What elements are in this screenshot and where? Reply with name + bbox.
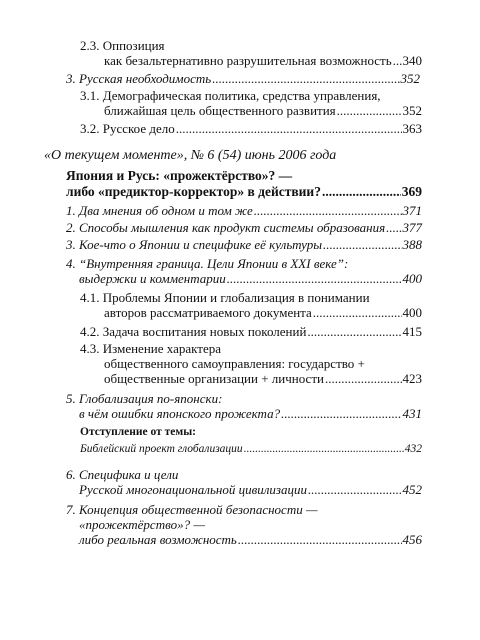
leader-dots xyxy=(313,305,402,320)
leader-dots xyxy=(323,237,401,252)
toc-page-number: 352 xyxy=(402,103,422,118)
toc-entry-title: 5. Глобализация по-японски: xyxy=(66,391,223,406)
digression-label: Отступление от темы: xyxy=(80,426,197,438)
toc-entry-title: 6. Специфика и цели xyxy=(66,467,179,482)
leader-dots xyxy=(322,184,401,200)
toc-entry-title-cont: общественного самоуправления: государство + xyxy=(104,356,365,371)
leader-dots xyxy=(227,271,402,286)
toc-page-number: 369 xyxy=(401,184,422,199)
article-title xyxy=(66,168,422,200)
toc-page-number: 432 xyxy=(404,443,422,455)
toc-page-number: 388 xyxy=(402,237,422,252)
toc-entry-3-japan xyxy=(66,237,422,252)
toc-entry-1 xyxy=(66,203,422,218)
leader-dots xyxy=(325,371,402,386)
toc-page-number: 415 xyxy=(402,324,422,339)
toc-entry-title: 4.1. Проблемы Японии и глобализация в понимании xyxy=(80,290,370,305)
toc-entry-7 xyxy=(66,502,422,547)
leader-dots xyxy=(238,532,402,547)
toc-digression xyxy=(80,426,422,456)
toc-entry-3 xyxy=(66,71,420,86)
toc-entry-title: 7. Концепция общественной безопасности — xyxy=(66,502,318,517)
toc-page-number: 452 xyxy=(402,482,422,497)
toc-entry-title: 2. Способы мышления как продукт системы образования xyxy=(66,220,386,235)
leader-dots xyxy=(337,103,402,118)
toc-page-number: 400 xyxy=(402,305,422,320)
toc-page-number: 352 xyxy=(400,71,420,86)
toc-entry-title: 3.2. Русское дело xyxy=(80,121,175,136)
toc-entry-title-cont: общественные организации + личности xyxy=(104,371,324,386)
leader-dots xyxy=(212,71,399,86)
toc-page-number: 371 xyxy=(402,203,422,218)
leader-dots xyxy=(176,121,402,136)
toc-entry-5 xyxy=(66,391,422,421)
leader-dots xyxy=(307,324,401,339)
toc-entry-number: 2.3. xyxy=(80,38,100,53)
toc-entry-title: Оппозиция xyxy=(102,38,165,53)
toc-page-number: 456 xyxy=(402,532,422,547)
leader-dots xyxy=(254,203,402,218)
toc-entry-6 xyxy=(66,467,422,497)
toc-entry-4-1 xyxy=(80,290,422,320)
toc-entry-title-cont: «прожектёрство»? — xyxy=(79,517,205,532)
toc-entry-number: 3.1. xyxy=(80,88,100,103)
leader-dots xyxy=(386,220,401,235)
article-title-line1: Япония и Русь: «прожектёрство»? — xyxy=(66,168,293,183)
toc-entry-title: 3. Русская необходимость xyxy=(66,71,212,86)
toc-entry-4 xyxy=(66,256,422,286)
toc-entry-title-cont: в чём ошибки японского прожекта? xyxy=(79,406,281,421)
toc-entry-title-cont: ближайшая цель общественного развития xyxy=(104,103,336,118)
toc-entry-3-2 xyxy=(80,121,422,136)
toc-entry-title: 3. Кое-что о Японии и специфике её культуры xyxy=(66,237,323,252)
leader-dots xyxy=(393,53,402,68)
toc-entry-title-cont: либо реальная возможность xyxy=(79,532,237,547)
leader-dots xyxy=(308,482,402,497)
article-title-line2: либо «предиктор-корректор» в действии? xyxy=(66,184,321,199)
toc-entry-2-3 xyxy=(80,38,422,68)
leader-dots xyxy=(244,443,404,456)
toc-entry-title-cont: авторов рассматриваемого документа xyxy=(104,305,312,320)
toc-entry-title-cont: Русской многонациональной цивилизации xyxy=(79,482,307,497)
toc-page-number: 400 xyxy=(402,271,422,286)
toc-entry-title: 4.3. Изменение характера xyxy=(80,341,221,356)
toc-entry-title-cont: как безальтернативно разрушительная возможность xyxy=(104,53,392,68)
toc-page-number: 431 xyxy=(402,406,422,421)
toc-page-number: 340 xyxy=(402,53,422,68)
toc-page-number: 363 xyxy=(402,121,422,136)
toc-entry-title-cont: выдержки и комментарии xyxy=(79,271,226,286)
toc-entry-title: Библейский проект глобализации xyxy=(80,443,243,455)
toc-entry-title: 1. Два мнения об одном и том же xyxy=(66,203,253,218)
issue-heading: «О текущем моменте», № 6 (54) июнь 2006 года xyxy=(44,148,337,163)
toc-entry-4-3 xyxy=(80,341,422,386)
toc-entry-title: 4.2. Задача воспитания новых поколений xyxy=(80,324,307,339)
toc-entry-3-1 xyxy=(80,88,422,118)
toc-entry-4-2 xyxy=(80,324,422,339)
toc-entry-title: 4. “Внутренняя граница. Цели Японии в XXI веке”: xyxy=(66,256,349,271)
leader-dots xyxy=(281,406,401,421)
toc-entry-2 xyxy=(66,220,422,235)
toc-entry-title: Демографическая политика, средства управления, xyxy=(102,88,381,103)
toc-page-number: 423 xyxy=(402,371,422,386)
toc-page-number: 377 xyxy=(402,220,422,235)
